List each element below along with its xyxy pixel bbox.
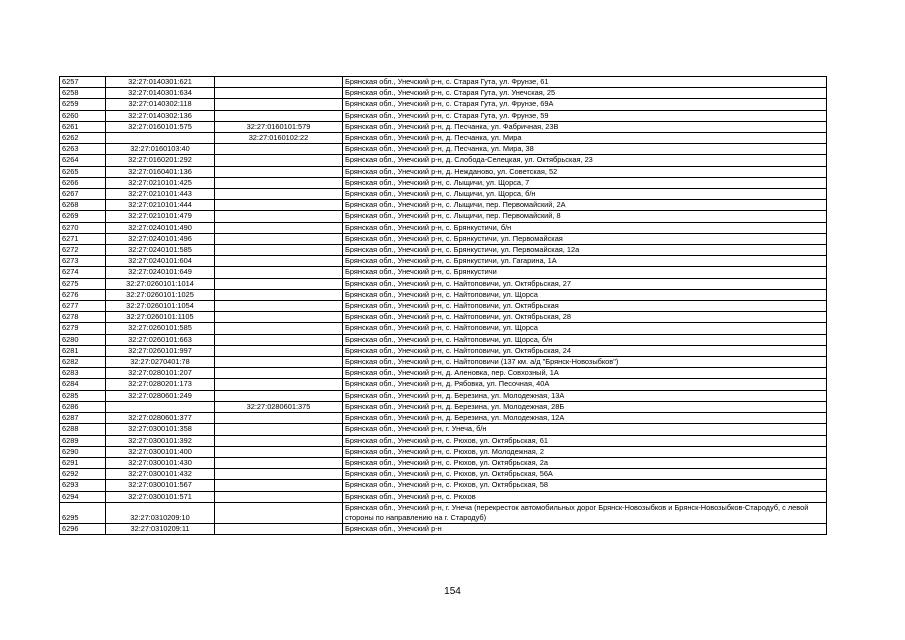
row-number-cell: 6265 [60, 166, 106, 177]
cadastral-number-cell: 32:27:0140302:136 [106, 110, 215, 121]
related-cadastral-number-cell [215, 177, 343, 188]
row-number-cell: 6270 [60, 222, 106, 233]
row-number-cell: 6280 [60, 334, 106, 345]
row-number-cell: 6263 [60, 144, 106, 155]
row-number-cell: 6258 [60, 88, 106, 99]
related-cadastral-number-cell [215, 222, 343, 233]
table-row [60, 88, 827, 99]
cadastral-number-cell: 32:27:0300101:567 [106, 480, 215, 491]
related-cadastral-number-cell [215, 200, 343, 211]
address-cell: Брянская обл., Унечский р-н, с. Брянкустичи, ул. Гагарина, 1А [343, 256, 827, 267]
address-cell: Брянская обл., Унечский р-н, с. Найтоповичи, ул. Октябрьская, 27 [343, 278, 827, 289]
related-cadastral-number-cell [215, 413, 343, 424]
related-cadastral-number-cell: 32:27:0160101:579 [215, 121, 343, 132]
cadastral-number-cell: 32:27:0270401:78 [106, 357, 215, 368]
table-row [60, 491, 827, 502]
row-number-cell: 6292 [60, 469, 106, 480]
row-number-cell: 6283 [60, 368, 106, 379]
address-cell: Брянская обл., Унечский р-н, с. Найтоповичи, ул. Щорса [343, 323, 827, 334]
address-cell: Брянская обл., Унечский р-н, с. Рюхов, ул. Молодежная, 2 [343, 446, 827, 457]
table-row [60, 480, 827, 491]
address-cell: Брянская обл., Унечский р-н, г. Унеча, б/н [343, 424, 827, 435]
address-cell: Брянская обл., Унечский р-н, с. Найтоповичи, ул. Щорса [343, 289, 827, 300]
cadastral-number-cell: 32:27:0140302:118 [106, 99, 215, 110]
cadastral-number-cell: 32:27:0280601:249 [106, 390, 215, 401]
property-register-table [59, 76, 827, 535]
related-cadastral-number-cell [215, 155, 343, 166]
row-number-cell: 6266 [60, 177, 106, 188]
cadastral-number-cell: 32:27:0260101:1105 [106, 312, 215, 323]
address-cell: Брянская обл., Унечский р-н, д. Березина, ул. Молодежная, 28Б [343, 401, 827, 412]
cadastral-number-cell: 32:27:0260101:1025 [106, 289, 215, 300]
table-row [60, 323, 827, 334]
row-number-cell: 6271 [60, 233, 106, 244]
related-cadastral-number-cell [215, 278, 343, 289]
address-cell: Брянская обл., Унечский р-н, с. Старая Гута, ул. Фрунзе, 69А [343, 99, 827, 110]
cadastral-number-cell: 32:27:0310209:10 [106, 502, 215, 523]
cadastral-number-cell: 32:27:0240101:649 [106, 267, 215, 278]
table-row [60, 379, 827, 390]
related-cadastral-number-cell [215, 523, 343, 534]
cadastral-number-cell: 32:27:0160101:575 [106, 121, 215, 132]
related-cadastral-number-cell [215, 334, 343, 345]
table-row [60, 233, 827, 244]
cadastral-number-cell: 32:27:0300101:432 [106, 469, 215, 480]
table-row [60, 133, 827, 144]
address-cell: Брянская обл., Унечский р-н, с. Рюхов, ул. Октябрьская, 2а [343, 457, 827, 468]
row-number-cell: 6268 [60, 200, 106, 211]
related-cadastral-number-cell [215, 77, 343, 88]
cadastral-number-cell: 32:27:0300101:400 [106, 446, 215, 457]
related-cadastral-number-cell [215, 480, 343, 491]
row-number-cell: 6261 [60, 121, 106, 132]
row-number-cell: 6277 [60, 301, 106, 312]
cadastral-number-cell: 32:27:0300101:392 [106, 435, 215, 446]
table-row [60, 278, 827, 289]
row-number-cell: 6289 [60, 435, 106, 446]
cadastral-number-cell: 32:27:0240101:496 [106, 233, 215, 244]
address-cell: Брянская обл., Унечский р-н, д. Аленовка, пер. Совхозный, 1А [343, 368, 827, 379]
related-cadastral-number-cell [215, 323, 343, 334]
related-cadastral-number-cell: 32:27:0280601:375 [215, 401, 343, 412]
row-number-cell: 6273 [60, 256, 106, 267]
address-cell: Брянская обл., Унечский р-н, д. Березина, ул. Молодежная, 13А [343, 390, 827, 401]
table-row [60, 256, 827, 267]
address-cell: Брянская обл., Унечский р-н, с. Лыщичи, пер. Первомайский, 8 [343, 211, 827, 222]
row-number-cell: 6279 [60, 323, 106, 334]
address-cell: Брянская обл., Унечский р-н, с. Старая Гута, ул. Фрунзе, 61 [343, 77, 827, 88]
address-cell: Брянская обл., Унечский р-н, д. Нежданово, ул. Советская, 52 [343, 166, 827, 177]
table-row [60, 424, 827, 435]
related-cadastral-number-cell [215, 424, 343, 435]
row-number-cell: 6286 [60, 401, 106, 412]
address-cell: Брянская обл., Унечский р-н, с. Найтоповичи, ул. Октябрьская, 28 [343, 312, 827, 323]
address-cell: Брянская обл., Унечский р-н, д. Песчанка, ул. Фабричная, 23В [343, 121, 827, 132]
table-row [60, 312, 827, 323]
related-cadastral-number-cell [215, 435, 343, 446]
table-row [60, 446, 827, 457]
related-cadastral-number-cell [215, 301, 343, 312]
related-cadastral-number-cell [215, 469, 343, 480]
table-row [60, 368, 827, 379]
related-cadastral-number-cell [215, 88, 343, 99]
related-cadastral-number-cell [215, 256, 343, 267]
cadastral-number-cell: 32:27:0300101:430 [106, 457, 215, 468]
address-cell: Брянская обл., Унечский р-н, д. Песчанка, ул. Мира, 38 [343, 144, 827, 155]
address-cell: Брянская обл., Унечский р-н, с. Брянкустичи, б/н [343, 222, 827, 233]
related-cadastral-number-cell [215, 289, 343, 300]
table-row [60, 222, 827, 233]
row-number-cell: 6267 [60, 189, 106, 200]
row-number-cell: 6272 [60, 245, 106, 256]
cadastral-number-cell: 32:27:0300101:358 [106, 424, 215, 435]
related-cadastral-number-cell: 32:27:0160102:22 [215, 133, 343, 144]
address-cell: Брянская обл., Унечский р-н, д. Песчанка, ул. Мира [343, 133, 827, 144]
cadastral-number-cell: 32:27:0300101:571 [106, 491, 215, 502]
table-row [60, 289, 827, 300]
table-row [60, 77, 827, 88]
cadastral-number-cell: 32:27:0160201:292 [106, 155, 215, 166]
address-cell: Брянская обл., Унечский р-н [343, 523, 827, 534]
table-row [60, 435, 827, 446]
table-row [60, 357, 827, 368]
table-row [60, 301, 827, 312]
cadastral-number-cell: 32:27:0210101:479 [106, 211, 215, 222]
cadastral-number-cell [106, 401, 215, 412]
cadastral-number-cell: 32:27:0210101:444 [106, 200, 215, 211]
row-number-cell: 6288 [60, 424, 106, 435]
row-number-cell: 6287 [60, 413, 106, 424]
cadastral-number-cell: 32:27:0240101:585 [106, 245, 215, 256]
address-cell: Брянская обл., Унечский р-н, с. Найтоповичи (137 км. а/д "Брянск-Новозыбков") [343, 357, 827, 368]
table-row [60, 413, 827, 424]
table-row [60, 390, 827, 401]
address-cell: Брянская обл., Унечский р-н, д. Слобода-Селецкая, ул. Октябрьская, 23 [343, 155, 827, 166]
related-cadastral-number-cell [215, 211, 343, 222]
cadastral-number-cell: 32:27:0210101:425 [106, 177, 215, 188]
table-row [60, 401, 827, 412]
address-cell: Брянская обл., Унечский р-н, с. Лыщичи, ул. Щорса, 7 [343, 177, 827, 188]
cadastral-number-cell: 32:27:0260101:585 [106, 323, 215, 334]
table-row [60, 177, 827, 188]
related-cadastral-number-cell [215, 379, 343, 390]
row-number-cell: 6262 [60, 133, 106, 144]
related-cadastral-number-cell [215, 110, 343, 121]
register-table-body [60, 77, 827, 535]
address-cell: Брянская обл., Унечский р-н, с. Рюхов [343, 491, 827, 502]
address-cell: Брянская обл., Унечский р-н, с. Лыщичи, ул. Щорса, б/н [343, 189, 827, 200]
row-number-cell: 6276 [60, 289, 106, 300]
row-number-cell: 6274 [60, 267, 106, 278]
table-row [60, 144, 827, 155]
table-row [60, 110, 827, 121]
related-cadastral-number-cell [215, 99, 343, 110]
related-cadastral-number-cell [215, 312, 343, 323]
cadastral-number-cell: 32:27:0260101:1014 [106, 278, 215, 289]
address-cell: Брянская обл., Унечский р-н, с. Найтоповичи, ул. Октябрьская, 24 [343, 345, 827, 356]
table-row [60, 334, 827, 345]
cadastral-number-cell: 32:27:0260101:1054 [106, 301, 215, 312]
row-number-cell: 6284 [60, 379, 106, 390]
table-row [60, 469, 827, 480]
cadastral-number-cell: 32:27:0280101:207 [106, 368, 215, 379]
row-number-cell: 6295 [60, 502, 106, 523]
table-row [60, 166, 827, 177]
related-cadastral-number-cell [215, 368, 343, 379]
cadastral-number-cell: 32:27:0140301:634 [106, 88, 215, 99]
address-cell: Брянская обл., Унечский р-н, д. Рябовка, ул. Песочная, 40А [343, 379, 827, 390]
related-cadastral-number-cell [215, 446, 343, 457]
table-row [60, 200, 827, 211]
cadastral-number-cell: 32:27:0260101:997 [106, 345, 215, 356]
related-cadastral-number-cell [215, 502, 343, 523]
cadastral-number-cell: 32:27:0210101:443 [106, 189, 215, 200]
address-cell: Брянская обл., Унечский р-н, с. Рюхов, ул. Октябрьская, 61 [343, 435, 827, 446]
related-cadastral-number-cell [215, 166, 343, 177]
address-cell: Брянская обл., Унечский р-н, г. Унеча (перекресток автомобильных дорог Брянск-Новозыбков и Брянск-Новозыбков-Стародуб, с левой стороны по направлению на г. Стародуб) [343, 502, 827, 523]
cadastral-number-cell: 32:27:0240101:490 [106, 222, 215, 233]
address-cell: Брянская обл., Унечский р-н, с. Лыщичи, пер. Первомайский, 2А [343, 200, 827, 211]
address-cell: Брянская обл., Унечский р-н, с. Брянкустичи [343, 267, 827, 278]
row-number-cell: 6257 [60, 77, 106, 88]
cadastral-number-cell: 32:27:0280601:377 [106, 413, 215, 424]
document-page [59, 76, 827, 535]
related-cadastral-number-cell [215, 491, 343, 502]
table-row [60, 345, 827, 356]
row-number-cell: 6259 [60, 99, 106, 110]
related-cadastral-number-cell [215, 144, 343, 155]
row-number-cell: 6285 [60, 390, 106, 401]
address-cell: Брянская обл., Унечский р-н, с. Рюхов, ул. Октябрьская, 58 [343, 480, 827, 491]
address-cell: Брянская обл., Унечский р-н, с. Брянкустичи, ул. Первомайская [343, 233, 827, 244]
table-row [60, 245, 827, 256]
cadastral-number-cell: 32:27:0260101:663 [106, 334, 215, 345]
row-number-cell: 6294 [60, 491, 106, 502]
address-cell: Брянская обл., Унечский р-н, д. Березина, ул. Молодежная, 12А [343, 413, 827, 424]
row-number-cell: 6278 [60, 312, 106, 323]
page-number: 154 [444, 586, 461, 597]
related-cadastral-number-cell [215, 245, 343, 256]
row-number-cell: 6296 [60, 523, 106, 534]
related-cadastral-number-cell [215, 189, 343, 200]
table-row [60, 267, 827, 278]
address-cell: Брянская обл., Унечский р-н, с. Брянкустичи, ул. Первомайская, 12а [343, 245, 827, 256]
table-row [60, 121, 827, 132]
row-number-cell: 6275 [60, 278, 106, 289]
related-cadastral-number-cell [215, 357, 343, 368]
table-row [60, 189, 827, 200]
cadastral-number-cell: 32:27:0280201:173 [106, 379, 215, 390]
row-number-cell: 6293 [60, 480, 106, 491]
table-row [60, 99, 827, 110]
address-cell: Брянская обл., Унечский р-н, с. Старая Гута, ул. Фрунзе, 59 [343, 110, 827, 121]
table-row [60, 155, 827, 166]
cadastral-number-cell: 32:27:0160401:136 [106, 166, 215, 177]
address-cell: Брянская обл., Унечский р-н, с. Старая Гута, ул. Унечская, 25 [343, 88, 827, 99]
row-number-cell: 6260 [60, 110, 106, 121]
address-cell: Брянская обл., Унечский р-н, с. Найтоповичи, ул. Щорса, б/н [343, 334, 827, 345]
address-cell: Брянская обл., Унечский р-н, с. Рюхов, ул. Октябрьская, 56А [343, 469, 827, 480]
row-number-cell: 6282 [60, 357, 106, 368]
cadastral-number-cell: 32:27:0160103:40 [106, 144, 215, 155]
row-number-cell: 6269 [60, 211, 106, 222]
table-row [60, 523, 827, 534]
row-number-cell: 6291 [60, 457, 106, 468]
related-cadastral-number-cell [215, 233, 343, 244]
cadastral-number-cell: 32:27:0310209:11 [106, 523, 215, 534]
related-cadastral-number-cell [215, 390, 343, 401]
address-cell: Брянская обл., Унечский р-н, с. Найтоповичи, ул. Октябрьская [343, 301, 827, 312]
row-number-cell: 6264 [60, 155, 106, 166]
row-number-cell: 6281 [60, 345, 106, 356]
cadastral-number-cell: 32:27:0140301:621 [106, 77, 215, 88]
related-cadastral-number-cell [215, 457, 343, 468]
table-row [60, 502, 827, 523]
table-row [60, 211, 827, 222]
cadastral-number-cell: 32:27:0240101:604 [106, 256, 215, 267]
table-row [60, 457, 827, 468]
row-number-cell: 6290 [60, 446, 106, 457]
cadastral-number-cell [106, 133, 215, 144]
related-cadastral-number-cell [215, 345, 343, 356]
related-cadastral-number-cell [215, 267, 343, 278]
